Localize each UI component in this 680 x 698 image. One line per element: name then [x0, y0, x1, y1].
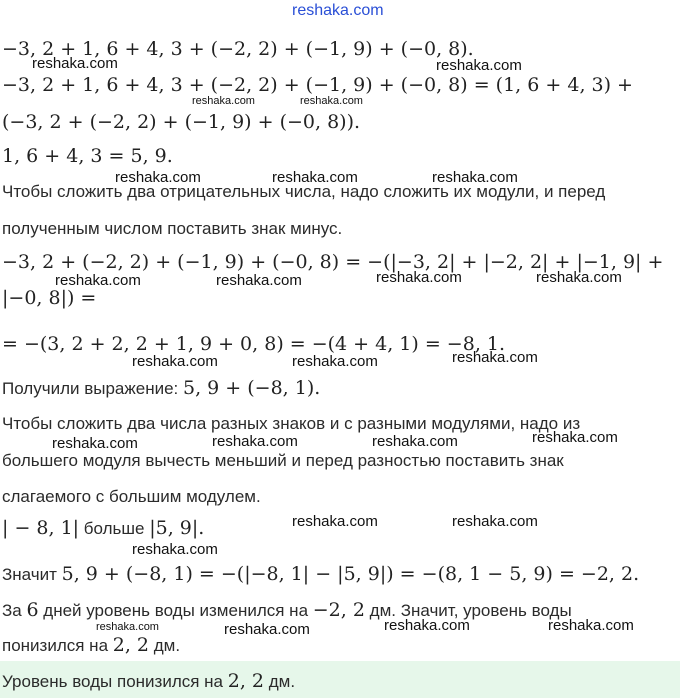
math-days: 6: [26, 599, 39, 621]
text-rule-line-1: Чтобы сложить два отрицательных числа, надо сложить их модули, и перед: [2, 182, 606, 201]
answer-unit: дм.: [264, 672, 296, 691]
watermark: reshaka.com: [436, 57, 522, 74]
watermark: reshaka.com: [52, 435, 138, 452]
watermark: reshaka.com: [272, 169, 358, 186]
watermark: reshaka.com: [452, 513, 538, 530]
watermark: reshaka.com: [292, 513, 378, 530]
math-abs-pos: |5, 9|.: [149, 517, 205, 539]
watermark: reshaka.com: [376, 269, 462, 286]
text-decrease-prefix: понизился на: [2, 636, 113, 655]
math-line-1: −3, 2 + 1, 6 + 4, 3 + (−2, 2) + (−1, 9) + (−0, 8).: [2, 38, 474, 60]
math-line-5: −3, 2 + (−2, 2) + (−1, 9) + (−0, 8) = −(|−3, 2| + |−2, 2| + |−1, 9| +: [2, 251, 664, 273]
watermark: reshaka.com: [212, 433, 298, 450]
watermark: reshaka.com: [532, 429, 618, 446]
text-days-middle: дней уровень воды изменился на: [38, 601, 313, 620]
math-line-3: (−3, 2 + (−2, 2) + (−1, 9) + (−0, 8)).: [2, 111, 361, 133]
math-result: 5, 9 + (−8, 1).: [182, 377, 321, 399]
math-line-2: −3, 2 + 1, 6 + 4, 3 + (−2, 2) + (−1, 9) + (−0, 8) = (1, 6 + 4, 3) +: [2, 74, 633, 96]
math-conclusion: 5, 9 + (−8, 1) = −(|−8, 1| − |5, 9|) = −(8, 1 − 5, 9) = −2, 2.: [61, 563, 640, 585]
watermark: reshaka.com: [548, 617, 634, 634]
watermark: reshaka.com: [132, 353, 218, 370]
text-result-expression: [2, 377, 320, 399]
text-rule-line-2: полученным числом поставить знак минус.: [2, 219, 343, 238]
text-result-label: Получили выражение:: [2, 379, 183, 398]
text-comparison: [2, 517, 204, 539]
watermark: reshaka.com: [292, 353, 378, 370]
text-days-prefix: За: [2, 601, 27, 620]
text-decrease-unit: дм.: [149, 636, 181, 655]
watermark: reshaka.com: [432, 169, 518, 186]
site-header-watermark: reshaka.com: [292, 2, 384, 19]
watermark: reshaka.com: [132, 541, 218, 558]
text-rule2-line-2: большего модуля вычесть меньший и перед разностью поставить знак: [2, 451, 564, 470]
text-bolshe: больше: [79, 519, 150, 538]
answer-line: [2, 670, 295, 692]
text-rule2-line-1: Чтобы сложить два числа разных знаков и с разными модулями, надо из: [2, 414, 581, 433]
text-conclusion: [2, 563, 639, 585]
watermark: reshaka.com: [216, 272, 302, 289]
text-znachit: Значит: [2, 565, 62, 584]
text-days-line: [2, 599, 572, 621]
watermark: reshaka.com: [55, 272, 141, 289]
watermark: reshaka.com: [192, 95, 255, 107]
answer-prefix: Уровень воды понизился на: [2, 672, 228, 691]
watermark: reshaka.com: [384, 617, 470, 634]
watermark: reshaka.com: [224, 621, 310, 638]
math-line-4: 1, 6 + 4, 3 = 5, 9.: [2, 145, 173, 167]
math-decrease: 2, 2: [112, 634, 150, 656]
math-change: −2, 2: [312, 599, 365, 621]
watermark: reshaka.com: [96, 621, 159, 633]
watermark: reshaka.com: [115, 169, 201, 186]
math-line-6: |−0, 8|) =: [2, 287, 97, 309]
math-abs-neg: | − 8, 1|: [2, 517, 80, 539]
watermark: reshaka.com: [536, 269, 622, 286]
watermark: reshaka.com: [452, 349, 538, 366]
watermark: reshaka.com: [300, 95, 363, 107]
text-decrease-line: [2, 634, 180, 656]
text-rule2-line-3: слагаемого с большим модулем.: [2, 487, 261, 506]
watermark: reshaka.com: [32, 55, 118, 72]
watermark: reshaka.com: [372, 433, 458, 450]
math-line-7: = −(3, 2 + 2, 2 + 1, 9 + 0, 8) = −(4 + 4, 1) = −8, 1.: [2, 333, 506, 355]
answer-value: 2, 2: [227, 670, 265, 692]
text-days-suffix: дм. Значит, уровень воды: [364, 601, 572, 620]
